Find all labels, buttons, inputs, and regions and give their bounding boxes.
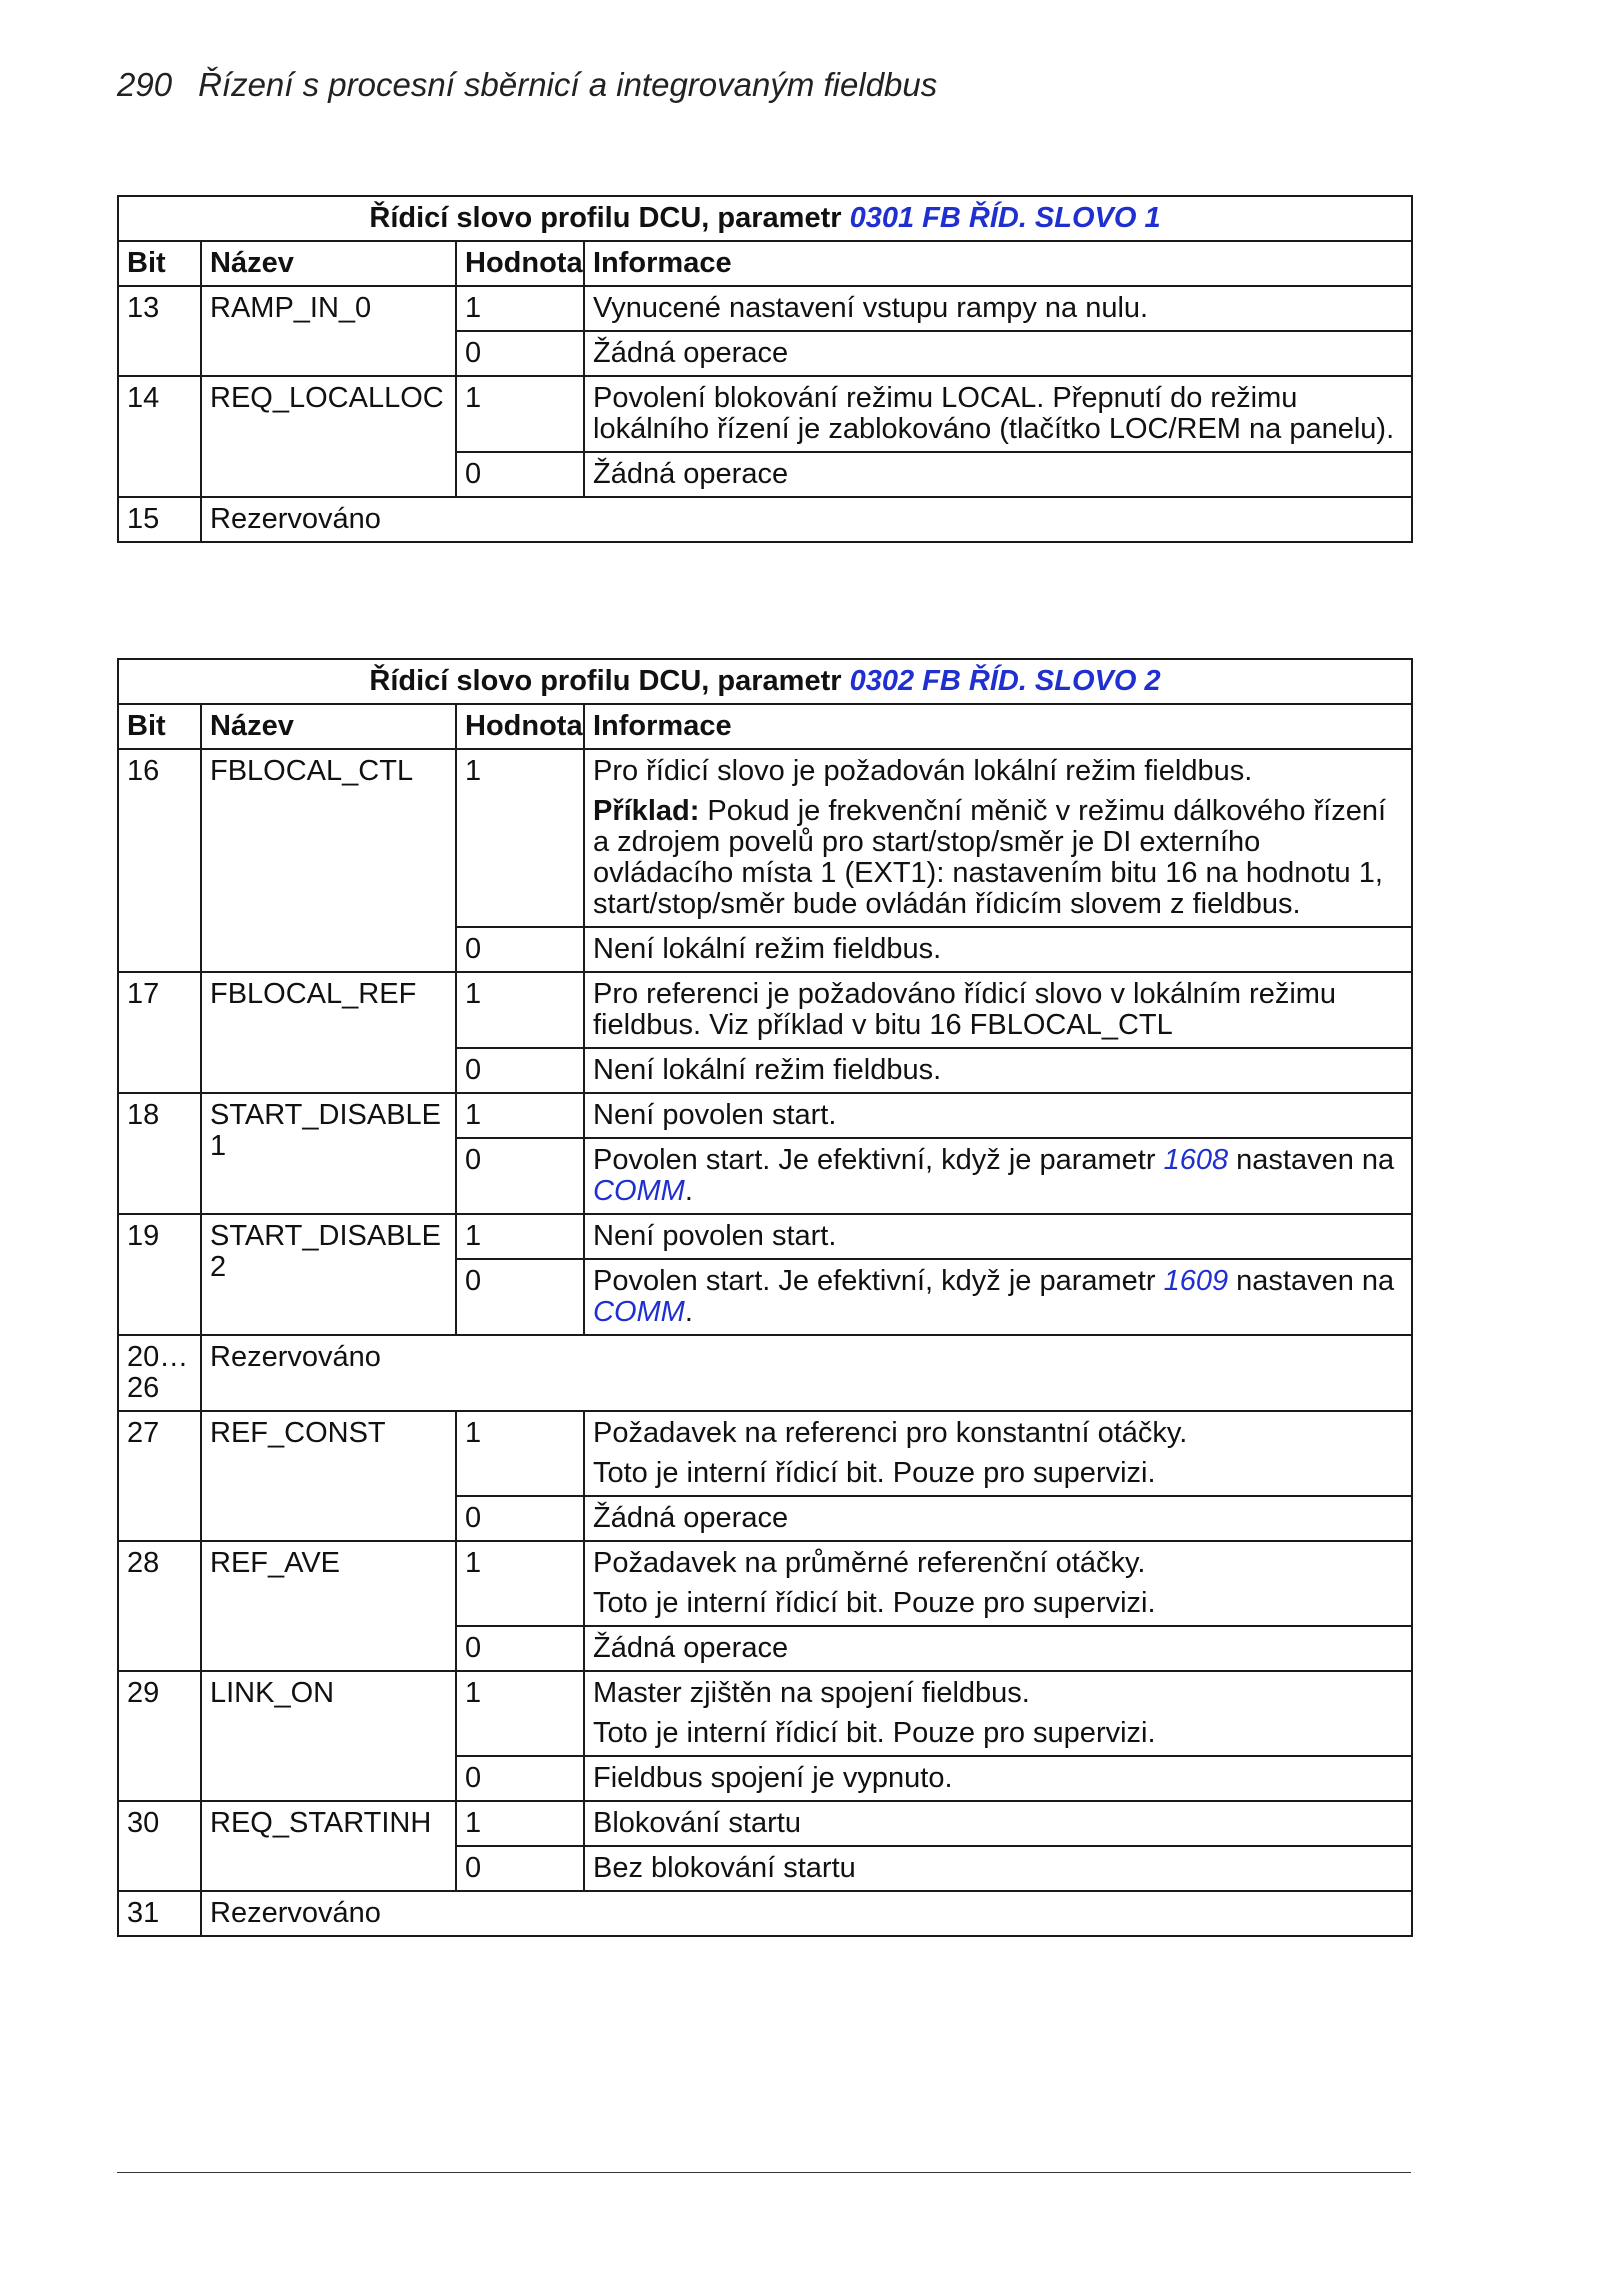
parameter-link[interactable]: 0301 FB ŘÍD. SLOVO 1 — [849, 202, 1161, 234]
bit-cell: 28 — [118, 1541, 201, 1671]
info-cell — [584, 1411, 1412, 1496]
name-cell: LINK_ON — [201, 1671, 456, 1801]
name-cell: REQ_STARTINH — [201, 1801, 456, 1891]
bit-cell: 19 — [118, 1214, 201, 1335]
page-header — [117, 66, 937, 104]
name-cell: REF_CONST — [201, 1411, 456, 1541]
info-cell — [584, 749, 1412, 927]
value-cell: 0 — [456, 1496, 584, 1541]
bit-cell: 27 — [118, 1411, 201, 1541]
bit-cell: 31 — [118, 1891, 201, 1936]
value-cell: 1 — [456, 1411, 584, 1496]
value-cell: 1 — [456, 376, 584, 452]
header-name: Název — [201, 704, 456, 749]
value-cell: 0 — [456, 331, 584, 376]
bit-cell: 14 — [118, 376, 201, 497]
parameter-link[interactable]: 1608 — [1163, 1144, 1229, 1176]
control-word-1-table — [117, 195, 1413, 543]
table-caption-row — [118, 659, 1412, 704]
header-info: Informace — [584, 241, 1412, 286]
table-row — [118, 972, 1412, 1048]
table-row — [118, 1411, 1412, 1496]
value-link[interactable]: COMM — [593, 1175, 685, 1207]
info-text: nastaven na — [1228, 1144, 1395, 1176]
table-row — [118, 1093, 1412, 1138]
info-note: Toto je interní řídicí bit. Pouze pro supervizi. — [593, 1717, 1156, 1749]
info-cell — [584, 1671, 1412, 1756]
name-cell: Rezervováno — [201, 1891, 1412, 1936]
table-row — [118, 1335, 1412, 1411]
table-header-row — [118, 241, 1412, 286]
info-cell: Žádná operace — [584, 1626, 1412, 1671]
header-value: Hodnota — [456, 704, 584, 749]
parameter-link[interactable]: 1609 — [1163, 1265, 1229, 1297]
info-line: Požadavek na průměrné referenční otáčky. — [593, 1547, 1146, 1579]
value-cell: 1 — [456, 1541, 584, 1626]
value-cell: 0 — [456, 1626, 584, 1671]
caption-text: Řídicí slovo profilu DCU, parametr — [369, 665, 850, 697]
header-value: Hodnota — [456, 241, 584, 286]
info-text: . — [684, 1296, 693, 1328]
bit-cell: 29 — [118, 1671, 201, 1801]
name-cell — [201, 376, 456, 497]
table-row — [118, 1801, 1412, 1846]
info-cell: Fieldbus spojení je vypnuto. — [584, 1756, 1412, 1801]
info-text: . — [684, 1175, 693, 1207]
info-note: Toto je interní řídicí bit. Pouze pro supervizi. — [593, 1587, 1156, 1619]
info-cell: Není povolen start. — [584, 1214, 1412, 1259]
value-link[interactable]: COMM — [593, 1296, 685, 1328]
info-cell: Není lokální režim fieldbus. — [584, 927, 1412, 972]
info-text: nastaven na — [1228, 1265, 1395, 1297]
info-cell: Pro referenci je požadováno řídicí slovo v lokálním režimu fieldbus. Viz příklad v bitu 16 FBLOCAL_CTL — [584, 972, 1412, 1048]
name-cell: Rezervováno — [201, 497, 1412, 542]
value-cell: 0 — [456, 452, 584, 497]
value-cell: 1 — [456, 1671, 584, 1756]
table-caption — [118, 196, 1412, 241]
example-label: Příklad: — [593, 795, 700, 827]
example-paragraph — [593, 796, 1403, 920]
info-cell — [584, 1138, 1412, 1214]
name-cell — [201, 1214, 456, 1335]
name-text: REQ_LOCALLOC — [210, 382, 444, 414]
bit-text: 20…26 — [127, 1341, 189, 1404]
info-line: Pro řídicí slovo je požadován lokální režim fieldbus. — [593, 755, 1253, 787]
page-number: 290 — [117, 66, 173, 103]
info-cell: Žádná operace — [584, 1496, 1412, 1541]
header-bit: Bit — [118, 241, 201, 286]
info-line: Požadavek na referenci pro konstantní otáčky. — [593, 1417, 1188, 1449]
table-header-row — [118, 704, 1412, 749]
bit-cell: 30 — [118, 1801, 201, 1891]
value-cell: 1 — [456, 1093, 584, 1138]
control-word-2-table — [117, 658, 1413, 1937]
info-cell: Není lokální režim fieldbus. — [584, 1048, 1412, 1093]
bit-cell: 17 — [118, 972, 201, 1093]
name-cell — [201, 1093, 456, 1214]
value-cell: 0 — [456, 1138, 584, 1214]
name-text: START_DISABLE1 — [210, 1099, 442, 1162]
info-line: Master zjištěn na spojení fieldbus. — [593, 1677, 1030, 1709]
table-row — [118, 286, 1412, 331]
name-cell: RAMP_IN_0 — [201, 286, 456, 376]
value-cell: 0 — [456, 1756, 584, 1801]
value-cell: 0 — [456, 1259, 584, 1335]
chapter-title: Řízení s procesní sběrnicí a integrovaným fieldbus — [198, 66, 938, 103]
bit-cell: 13 — [118, 286, 201, 376]
value-cell: 0 — [456, 1048, 584, 1093]
table-row — [118, 1671, 1412, 1756]
value-cell: 1 — [456, 749, 584, 927]
table-caption-row — [118, 196, 1412, 241]
table-row — [118, 749, 1412, 927]
table-row — [118, 376, 1412, 452]
info-cell — [584, 1541, 1412, 1626]
info-cell: Žádná operace — [584, 331, 1412, 376]
example-text: Pokud je frekvenční měnič v režimu dálkového řízení a zdrojem povelů pro start/stop/směr je DI externího ovládacího místa 1 (EXT1): nastavením bitu 16 na hodnotu 1, start/stop/směr bude ovládán řídicím slovem z fieldbus. — [593, 795, 1387, 920]
header-bit: Bit — [118, 704, 201, 749]
table-caption — [118, 659, 1412, 704]
info-cell: Blokování startu — [584, 1801, 1412, 1846]
parameter-link[interactable]: 0302 FB ŘÍD. SLOVO 2 — [849, 665, 1161, 697]
info-text: Povolen start. Je efektivní, když je parametr — [593, 1144, 1164, 1176]
value-cell: 0 — [456, 1846, 584, 1891]
table-row — [118, 1214, 1412, 1259]
value-cell: 1 — [456, 972, 584, 1048]
caption-text: Řídicí slovo profilu DCU, parametr — [369, 202, 850, 234]
table-row — [118, 1541, 1412, 1626]
header-info: Informace — [584, 704, 1412, 749]
name-text: START_DISABLE2 — [210, 1220, 442, 1283]
footer-divider — [117, 2172, 1411, 2173]
name-cell: FBLOCAL_REF — [201, 972, 456, 1093]
bit-cell: 16 — [118, 749, 201, 972]
bit-cell: 18 — [118, 1093, 201, 1214]
value-cell: 0 — [456, 927, 584, 972]
bit-cell — [118, 1335, 201, 1411]
value-cell: 1 — [456, 286, 584, 331]
info-cell: Není povolen start. — [584, 1093, 1412, 1138]
value-cell: 1 — [456, 1801, 584, 1846]
table-row — [118, 1891, 1412, 1936]
table-row — [118, 497, 1412, 542]
header-name: Název — [201, 241, 456, 286]
info-cell: Žádná operace — [584, 452, 1412, 497]
info-cell: Povolení blokování režimu LOCAL. Přepnutí do režimu lokálního řízení je zablokováno (tlačítko LOC/REM na panelu). — [584, 376, 1412, 452]
info-note: Toto je interní řídicí bit. Pouze pro supervizi. — [593, 1457, 1156, 1489]
name-cell: Rezervováno — [201, 1335, 1412, 1411]
bit-cell: 15 — [118, 497, 201, 542]
value-cell: 1 — [456, 1214, 584, 1259]
name-cell: FBLOCAL_CTL — [201, 749, 456, 972]
info-cell: Bez blokování startu — [584, 1846, 1412, 1891]
name-cell: REF_AVE — [201, 1541, 456, 1671]
info-text: Povolen start. Je efektivní, když je parametr — [593, 1265, 1164, 1297]
info-cell — [584, 1259, 1412, 1335]
info-cell: Vynucené nastavení vstupu rampy na nulu. — [584, 286, 1412, 331]
